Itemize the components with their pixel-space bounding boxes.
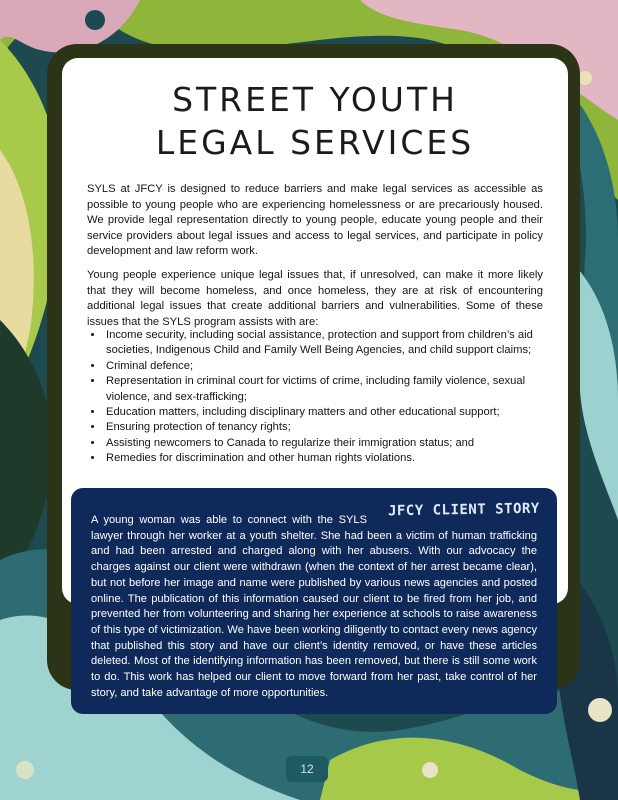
page-title	[62, 78, 568, 164]
client-story-label: JFCY CLIENT STORY	[387, 500, 540, 520]
issues-list	[87, 328, 564, 467]
client-story-text	[91, 513, 537, 701]
page-title-line-1: STREET YOUTH	[172, 80, 458, 119]
issues-paragraph: Young people experience unique legal issues that, if unresolved, can make it more likely that they will become homeless, and once homeless, they are at risk of encountering additional legal issues that create additional barriers and vulnerabilities. Some of these issues that the SYLS program assists with are:	[87, 269, 543, 328]
intro-paragraph: SYLS at JFCY is designed to reduce barriers and make legal services as accessible as possible to young people who are experiencing homelessness or are precariously housed. We provide legal representation directly to young people, educate young people and their service providers about legal issues and access to legal services, and participate in policy development and law reform work.	[87, 183, 543, 258]
list-item: • Education matters, including disciplinary matters and other educational support;	[104, 405, 564, 420]
list-item: • Income security, including social assistance, protection and support from children’s aid societies, Indigenous Child and Family Well Being Agencies, and child support claims;	[104, 328, 564, 359]
list-item: • Ensuring protection of tenancy rights;	[104, 420, 564, 435]
list-item: • Assisting newcomers to Canada to regularize their immigration status; and	[104, 436, 564, 451]
page-number: 12	[286, 756, 328, 782]
client-story-body: A young woman was able to connect with the SYLS lawyer through her worker at a youth shelter. She had been a victim of human trafficking and had been arrested and charged along with her abusers. With our advocacy the charges against our client were withdrawn (when the context of her arrest became clear), but not before her image and name were published by various news agencies and posted online. The publication of this information caused our client to be fired from her job, and prevented her from volunteering and sharing her experience at schools to raise awareness of this type of victimization. We have been working diligently to contact every news agency that published this story and have our client’s identity removed, or have these articles deleted. Most of the identifying information has been removed, but there is still some work to do. This work has helped our client to move forward from her past, take control of her story, and take advantage of more opportunities.	[91, 514, 537, 699]
list-item: • Remedies for discrimination and other human rights violations.	[104, 451, 564, 466]
page-title-line-2: LEGAL SERVICES	[155, 123, 475, 162]
list-item: • Representation in criminal court for victims of crime, including family violence, sexual violence, and sex-trafficking;	[104, 374, 564, 405]
list-item: • Criminal defence;	[104, 359, 564, 374]
